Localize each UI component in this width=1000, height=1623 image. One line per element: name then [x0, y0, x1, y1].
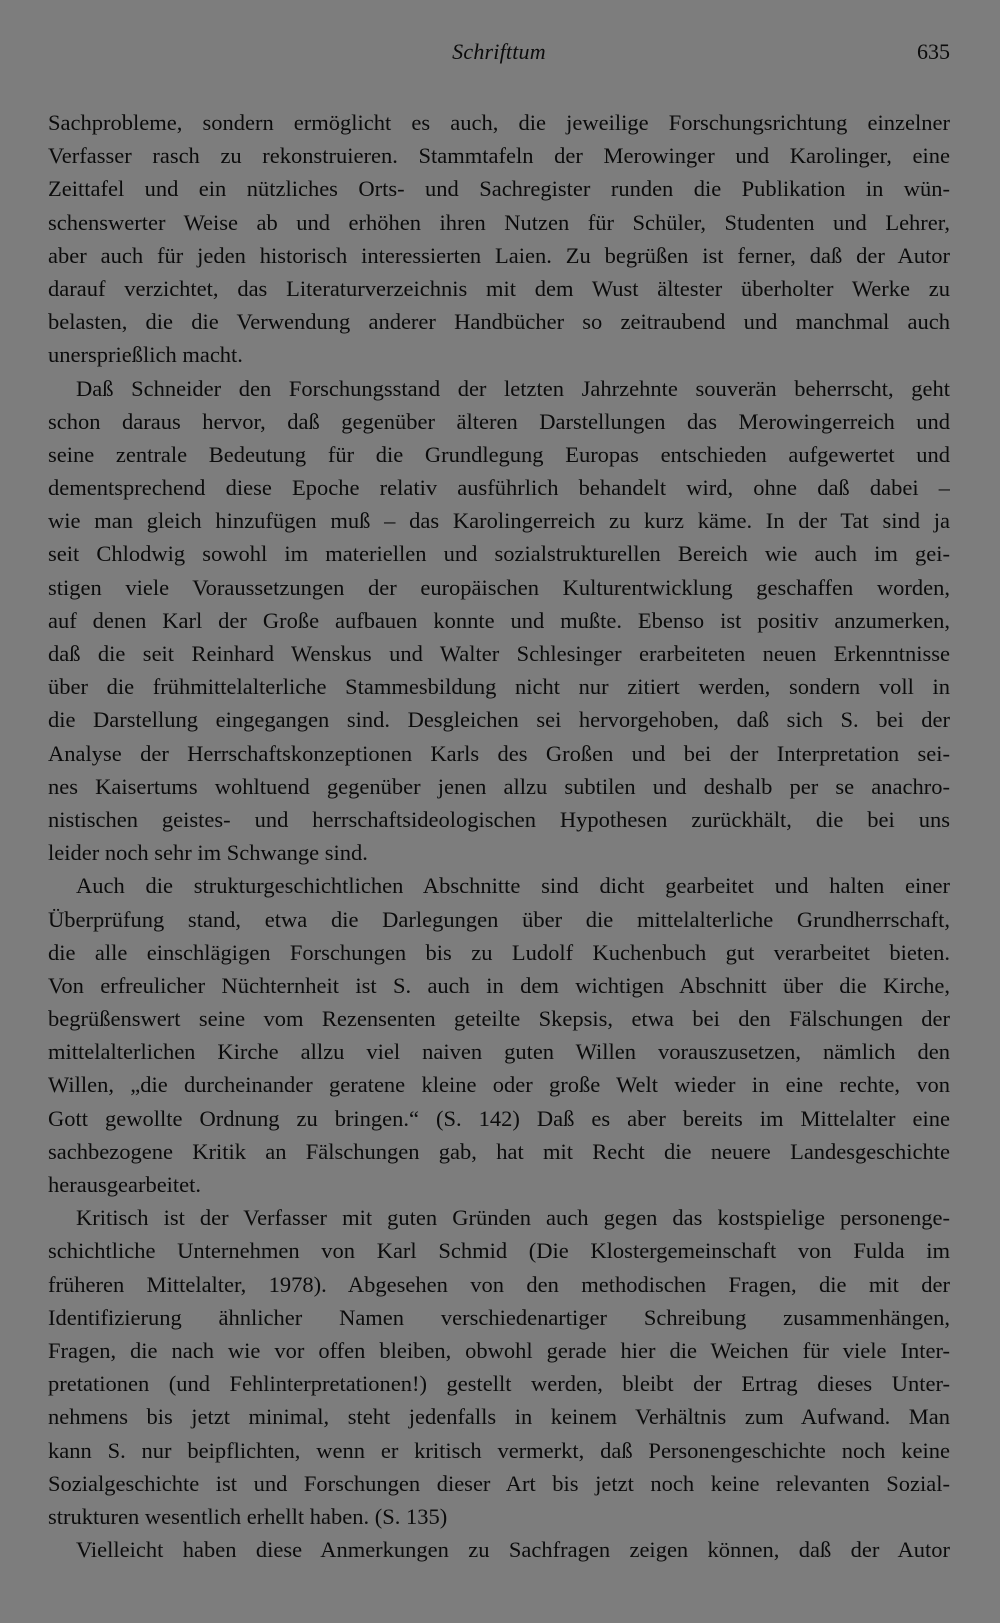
page-number: 635	[917, 39, 950, 64]
text-line: Sachprobleme, sondern ermöglicht es auch, die jeweilige Forschungsrichtung einzelner	[48, 110, 950, 135]
text-line: unersprießlich macht.	[48, 342, 243, 368]
text-line: strukturen wesentlich erhellt haben. (S. 135)	[48, 1503, 448, 1529]
text-line: Fragen, die nach wie vor offen bleiben, obwohl gerade hier die Weichen für viele Inter-	[48, 1337, 950, 1363]
paragraph	[48, 1533, 950, 1566]
text-line: früheren Mittelalter, 1978). Abgesehen von den methodischen Fragen, die mit der	[48, 1271, 950, 1297]
text-line: Daß Schneider den Forschungsstand der letzten Jahrzehnte souverän beherrscht, geht	[76, 375, 950, 401]
text-line: schenswerter Weise ab und erhöhen ihren Nutzen für Schüler, Studenten und Lehrer,	[48, 209, 950, 235]
text-line: nehmens bis jetzt minimal, steht jedenfalls in keinem Verhältnis zum Aufwand. Man	[48, 1404, 950, 1430]
text-line: begrüßenswert seine vom Rezensenten geteilte Skepsis, etwa bei den Fälschungen der	[48, 1006, 950, 1032]
running-title: Schrifttum	[452, 39, 546, 64]
text-line: wie man gleich hinzufügen muß – das Karolingerreich zu kurz käme. In der Tat sind ja	[48, 508, 950, 534]
text-line: daß die seit Reinhard Wenskus und Walter Schlesinger erarbeiteten neuen Erkenntnisse	[48, 641, 950, 666]
paragraph	[48, 372, 950, 870]
text-line: Vielleicht haben diese Anmerkungen zu Sachfragen zeigen können, daß der Autor	[76, 1537, 950, 1563]
text-line: Auch die strukturgeschichtlichen Abschnitte sind dicht gearbeitet und halten einer	[76, 873, 950, 899]
text-line: leider noch sehr im Schwange sind.	[48, 840, 368, 866]
text-line: Überprüfung stand, etwa die Darlegungen über die mittelalterliche Grundherrschaft,	[48, 906, 950, 932]
text-line: Verfasser rasch zu rekonstruieren. Stammtafeln der Merowinger und Karolinger, eine	[48, 143, 950, 169]
running-head	[48, 36, 950, 68]
paragraph	[48, 1201, 950, 1533]
text-line: Sozialgeschichte ist und Forschungen dieser Art bis jetzt noch keine relevanten Sozial-	[48, 1470, 950, 1496]
text-line: Von erfreulicher Nüchternheit ist S. auch in dem wichtigen Abschnitt über die Kirche,	[48, 972, 950, 998]
paragraph	[48, 106, 950, 372]
text-line: herausgearbeitet.	[48, 1172, 202, 1197]
text-line: nes Kaisertums wohltuend gegenüber jenen allzu subtilen und deshalb per se anachro-	[48, 773, 950, 799]
text-line: Kritisch ist der Verfasser mit guten Gründen auch gegen das kostspielige personenge-	[76, 1205, 950, 1231]
text-line: seine zentrale Bedeutung für die Grundlegung Europas entschieden aufgewertet und	[48, 441, 950, 467]
text-line: schichtliche Unternehmen von Karl Schmid (Die Klostergemeinschaft von Fulda im	[48, 1238, 950, 1264]
text-line: die Darstellung eingegangen sind. Desgleichen sei hervorgehoben, daß sich S. bei der	[48, 707, 950, 733]
text-line: kann S. nur beipflichten, wenn er kritisch vermerkt, daß Personengeschichte noch keine	[48, 1437, 950, 1463]
text-line: Identifizierung ähnlicher Namen verschiedenartiger Schreibung zusammenhängen,	[48, 1304, 950, 1330]
text-line: darauf verzichtet, das Literaturverzeichnis mit dem Wust ältester überholter Werke zu	[48, 275, 950, 301]
text-line: über die frühmittelalterliche Stammesbildung nicht nur zitiert werden, sondern voll in	[48, 674, 950, 700]
paragraph	[48, 869, 950, 1201]
text-line: schon daraus hervor, daß gegenüber älteren Darstellungen das Merowingerreich und	[48, 408, 950, 434]
body-text	[48, 106, 950, 1566]
text-line: Zeittafel und ein nützliches Orts- und Sachregister runden die Publikation in wün-	[48, 176, 950, 202]
text-line: nistischen geistes- und herrschaftsideologischen Hypothesen zurückhält, die bei uns	[48, 806, 950, 832]
text-line: belasten, die die Verwendung anderer Handbücher so zeitraubend und manchmal auch	[48, 309, 950, 335]
text-line: sachbezogene Kritik an Fälschungen gab, hat mit Recht die neuere Landesgeschichte	[48, 1138, 950, 1164]
text-line: dementsprechend diese Epoche relativ ausführlich behandelt wird, ohne daß dabei –	[48, 475, 950, 501]
text-line: aber auch für jeden historisch interessierten Laien. Zu begrüßen ist ferner, daß der Autor	[48, 242, 950, 268]
text-line: Willen, „die durcheinander geratene kleine oder große Welt wieder in eine rechte, von	[48, 1072, 950, 1098]
text-line: Gott gewollte Ordnung zu bringen.“ (S. 142) Daß es aber bereits im Mittelalter eine	[48, 1105, 950, 1131]
text-line: mittelalterlichen Kirche allzu viel naiven guten Willen vorauszusetzen, nämlich den	[48, 1039, 950, 1065]
text-line: pretationen (und Fehlinterpretationen!) gestellt werden, bleibt der Ertrag dieses Unter-	[48, 1371, 950, 1397]
text-line: Analyse der Herrschaftskonzeptionen Karls des Großen und bei der Interpretation sei-	[48, 740, 950, 766]
text-line: seit Chlodwig sowohl im materiellen und sozialstrukturellen Bereich wie auch im gei-	[48, 541, 950, 567]
text-line: auf denen Karl der Große aufbauen konnte und mußte. Ebenso ist positiv anzumerken,	[48, 607, 950, 633]
text-line: stigen viele Voraussetzungen der europäischen Kulturentwicklung geschaffen worden,	[48, 574, 950, 600]
text-line: die alle einschlägigen Forschungen bis zu Ludolf Kuchenbuch gut verarbeitet bieten.	[48, 939, 950, 965]
